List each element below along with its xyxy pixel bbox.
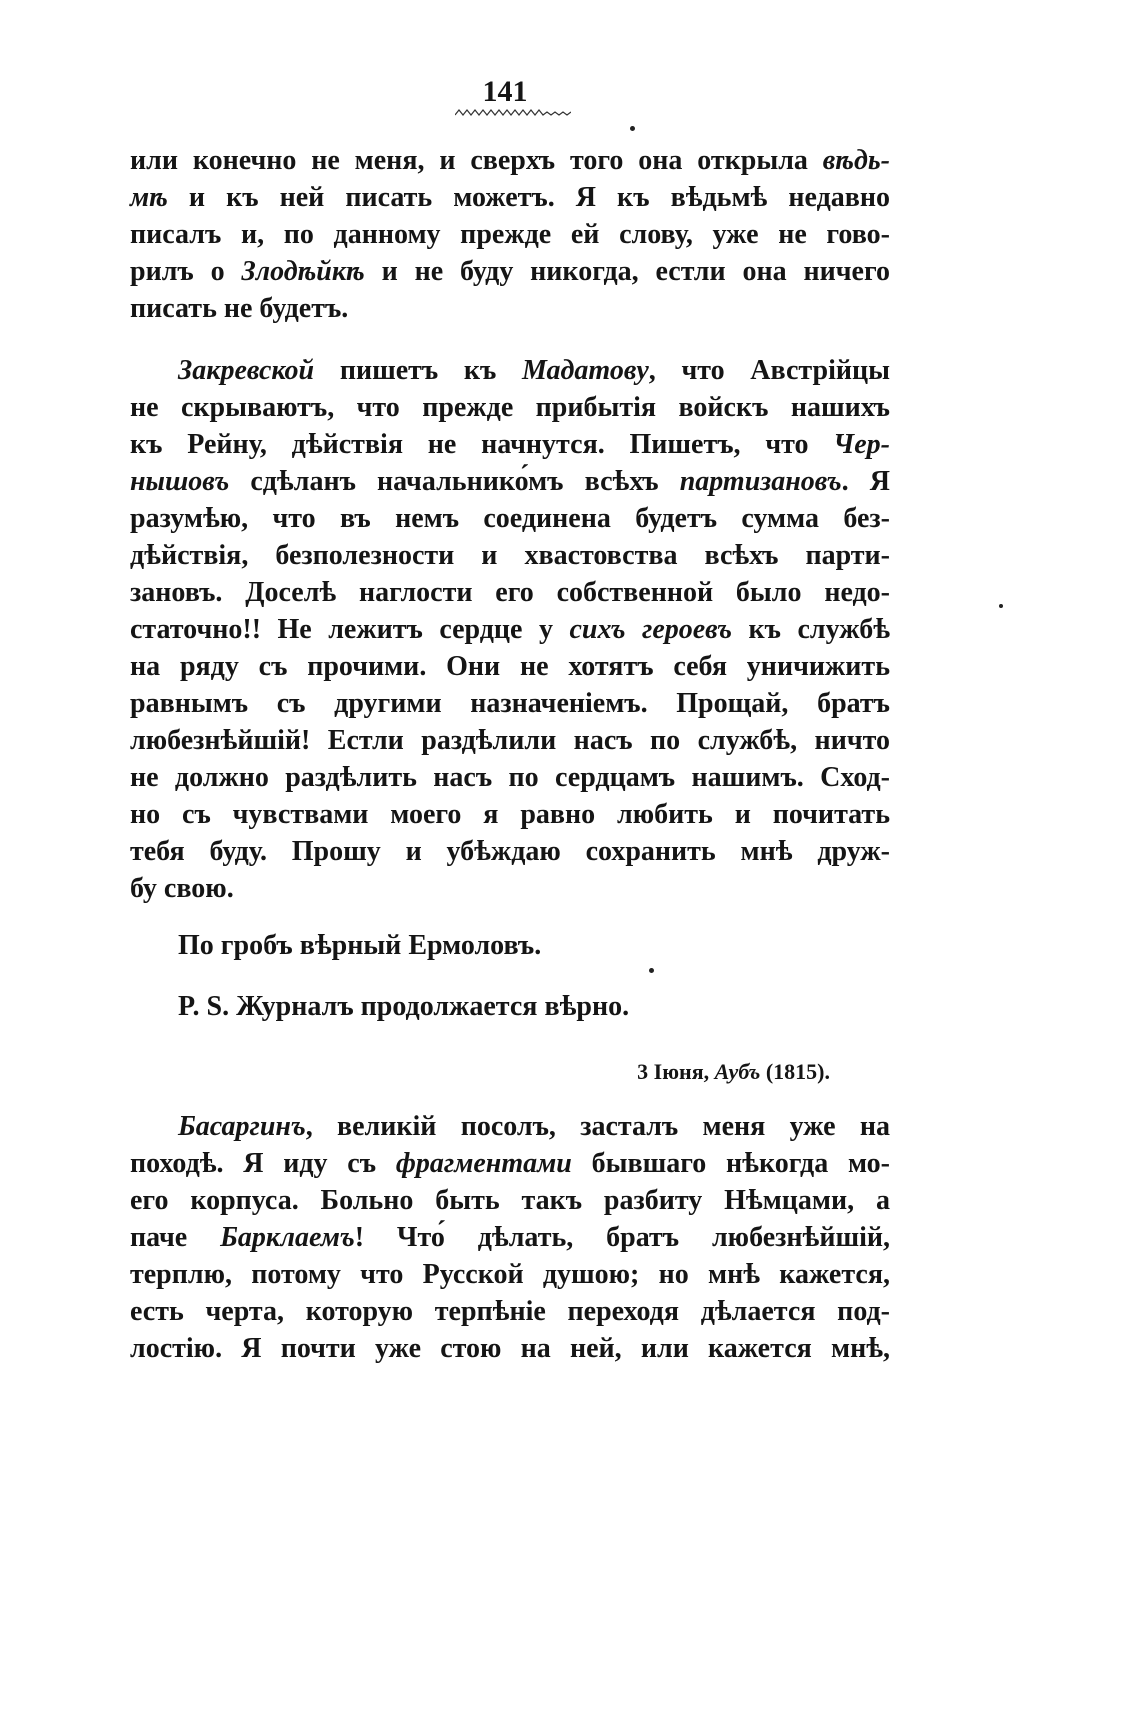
text-line: [130, 290, 890, 327]
text-line: [130, 537, 890, 574]
text-run: къ Рейну, дѣйствія не начнутся. Пишетъ, что: [130, 429, 834, 460]
text-line: [130, 1256, 890, 1293]
text-line: [130, 1108, 890, 1145]
dateline: [130, 1053, 890, 1090]
text-run: и къ ней писать можетъ. Я къ вѣдьмѣ недавно: [167, 182, 890, 213]
italic-run: мѣ: [130, 182, 168, 213]
dateline-date: 3 Іюня,: [637, 1059, 715, 1084]
italic-run: нышовъ: [130, 466, 230, 497]
text-line: [130, 142, 890, 179]
text-run: но съ чувствами моего я равно любить и почитать: [130, 799, 890, 830]
text-line: [130, 352, 890, 389]
text-run: статочно!! Не лежитъ сердце у: [130, 614, 570, 645]
paragraph-continued: [130, 142, 890, 327]
text-run: есть черта, которую терпѣніе переходя дѣлается под-: [130, 1296, 890, 1327]
dateline-year: (1815).: [760, 1059, 830, 1084]
text-run: дѣйствія, безполезности и хвастовства всѣхъ парти-: [130, 540, 890, 571]
text-run: терплю, потому что Русской душою; но мнѣ кажется,: [130, 1259, 890, 1290]
italic-run: Чер-: [833, 429, 890, 460]
italic-run: фрагментами: [395, 1148, 572, 1179]
text-line: [130, 1330, 890, 1367]
text-run: . Я: [841, 466, 890, 497]
text-run: разумѣю, что въ немъ соединена будетъ сумма без-: [130, 503, 890, 534]
text-line: [130, 759, 890, 796]
text-run: паче: [130, 1222, 221, 1253]
text-line: [130, 253, 890, 290]
text-line: [130, 463, 890, 500]
text-line: [130, 1182, 890, 1219]
text-run: писалъ и, по данному прежде ей слову, уже не гово-: [130, 219, 890, 250]
text-run: лостію. Я почти уже стою на ней, или кажется мнѣ,: [130, 1333, 890, 1364]
italic-run: Барклаемъ: [220, 1222, 355, 1253]
page-number-ornament: [455, 107, 571, 117]
text-run: , великій посолъ, засталъ меня уже на: [305, 1111, 890, 1142]
paragraph: [130, 1108, 890, 1367]
text-run: тебя буду. Прошу и убѣждаю сохранить мнѣ друж-: [130, 836, 890, 867]
italic-run: сихъ героевъ: [569, 614, 733, 645]
text-line: [130, 500, 890, 537]
page-text: [130, 142, 890, 1367]
text-run: бывшаго нѣкогда мо-: [571, 1148, 890, 1179]
closing-signature: По гробъ вѣрный Ермоловъ.: [178, 930, 542, 961]
paragraph: [130, 352, 890, 907]
text-line: [130, 722, 890, 759]
text-run: зановъ. Доселѣ наглости его собственной было недо-: [130, 577, 890, 608]
text-line: [130, 796, 890, 833]
page-number: 141: [482, 75, 528, 108]
text-line: [130, 1145, 890, 1182]
text-run: къ службѣ: [732, 614, 890, 645]
scan-speck: [999, 604, 1003, 608]
text-line: [130, 648, 890, 685]
text-line: [130, 1293, 890, 1330]
italic-run: Басаргинъ: [178, 1111, 306, 1142]
text-run: ! Что́ дѣлать, братъ любезнѣйшій,: [354, 1222, 890, 1253]
text-line: [130, 179, 890, 216]
text-run: походѣ. Я иду съ: [130, 1148, 396, 1179]
text-run: рилъ о: [130, 256, 242, 287]
scan-speck: [630, 126, 635, 131]
text-line: [130, 870, 890, 907]
italic-run: Мадатову: [522, 355, 649, 386]
text-run: любезнѣйшій! Естли раздѣлили насъ по службѣ, ничто: [130, 725, 890, 756]
text-run: не скрываютъ, что прежде прибытія войскъ нашихъ: [130, 392, 890, 423]
italic-run: Злодѣйкѣ: [241, 256, 365, 287]
text-line: [130, 216, 890, 253]
text-run: не должно раздѣлить насъ по сердцамъ нашимъ. Сход-: [130, 762, 890, 793]
text-run: бу свою.: [130, 873, 234, 904]
italic-run: вѣдь-: [822, 145, 890, 176]
text-line: [130, 426, 890, 463]
text-run: его корпуса. Больно быть такъ разбиту Нѣмцами, а: [130, 1185, 890, 1216]
text-line: [130, 574, 890, 611]
text-run: пишетъ къ: [314, 355, 523, 386]
postscript: P. S. Журналъ продолжается вѣрно.: [178, 991, 630, 1022]
text-run: , что Австрійцы: [648, 355, 890, 386]
text-run: писать не будетъ.: [130, 293, 349, 324]
italic-run: партизановъ: [679, 466, 842, 497]
text-run: или конечно не меня, и сверхъ того она открыла: [130, 145, 823, 176]
dateline-place: Аубъ: [714, 1059, 761, 1084]
text-line: [130, 685, 890, 722]
text-line: [130, 833, 890, 870]
italic-run: Закревской: [178, 355, 315, 386]
text-line: [130, 389, 890, 426]
text-run: и не буду никогда, естли она ничего: [364, 256, 890, 287]
text-line: [130, 1219, 890, 1256]
text-run: равнымъ съ другими назначеніемъ. Прощай, братъ: [130, 688, 890, 719]
text-run: сдѣланъ начальнико́мъ всѣхъ: [229, 466, 680, 497]
text-line: [130, 611, 890, 648]
text-run: на ряду съ прочими. Они не хотятъ себя уничижить: [130, 651, 890, 682]
